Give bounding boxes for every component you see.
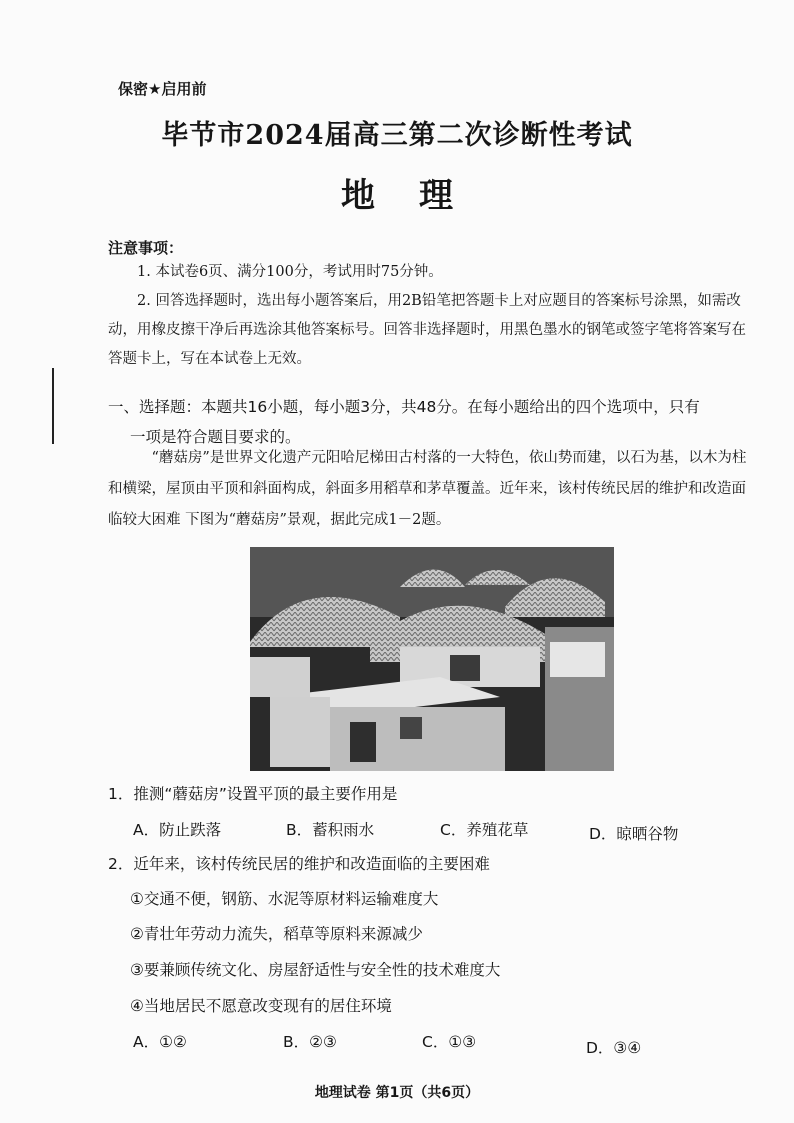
subject-char-1: 地	[341, 176, 375, 216]
q2-statement-4: ④当地居民不愿意改变现有的居住环境	[130, 997, 392, 1015]
q1-option-d: D．晾晒谷物	[589, 825, 679, 843]
section-1-heading-line-2: 一项是符合题目要求的。	[130, 428, 301, 446]
q2-statement-3: ③要兼顾传统文化、房屋舒适性与安全性的技术难度大	[130, 961, 501, 979]
q2-statement-2: ②青壮年劳动力流失，稻草等原料来源减少	[130, 925, 423, 943]
q2-option-b: B．②③	[283, 1033, 337, 1051]
notes-item-2: 2. 回答选择题时，选出每小题答案后，用2B铅笔把答题卡上对应题目的答案标号涂黑，如需改动，用橡皮擦干净后再选涂其他答案标号。回答非选择题时，用黑色墨水的钢笔或签字笔将答案写在答题卡上，写在本试卷上无效。	[108, 293, 746, 367]
question-1-stem: 1．推测“蘑菇房”设置平顶的最主要作用是	[108, 785, 398, 803]
confidential-label: 保密★启用前	[118, 80, 207, 98]
exam-title: 毕节市2024届高三第二次诊断性考试	[161, 120, 633, 151]
passage-intro: “蘑菇房”是世界文化遗产元阳哈尼梯田古村落的一大特色，依山势而建，以石为基，以木为柱和横梁，屋顶由平顶和斜面构成，斜面多用稻草和茅草覆盖。近年来，该村传统民居的维护和改造面临较大困难 下图为“蘑菇房”景观，据此完成1－2题。	[108, 450, 747, 528]
section-1-heading-line-1: 一、选择题：本题共16小题，每小题3分，共48分。在每小题给出的四个选项中，只有	[108, 398, 700, 416]
subject-char-2: 理	[419, 176, 453, 216]
question-2-stem: 2．近年来，该村传统民居的维护和改造面临的主要困难	[108, 855, 490, 873]
q2-statement-1: ①交通不便，钢筋、水泥等原材料运输难度大	[130, 890, 439, 908]
subject-title	[0, 168, 794, 217]
mushroom-house-photo	[250, 547, 614, 771]
page-footer: 地理试卷 第1页（共6页）	[314, 1085, 480, 1101]
q1-option-b: B．蓄积雨水	[286, 821, 375, 839]
q1-option-c: C．养殖花草	[440, 821, 529, 839]
notes-title: 注意事项：	[108, 239, 184, 257]
q2-option-d: D．③④	[586, 1039, 642, 1057]
q2-option-c: C．①③	[422, 1033, 477, 1051]
margin-mark	[52, 368, 54, 444]
q2-option-a: A．①②	[133, 1033, 187, 1051]
q1-option-a: A．防止跌落	[133, 821, 222, 839]
notes-item-1: 1. 本试卷6页、满分100分，考试用时75分钟。	[137, 264, 443, 280]
